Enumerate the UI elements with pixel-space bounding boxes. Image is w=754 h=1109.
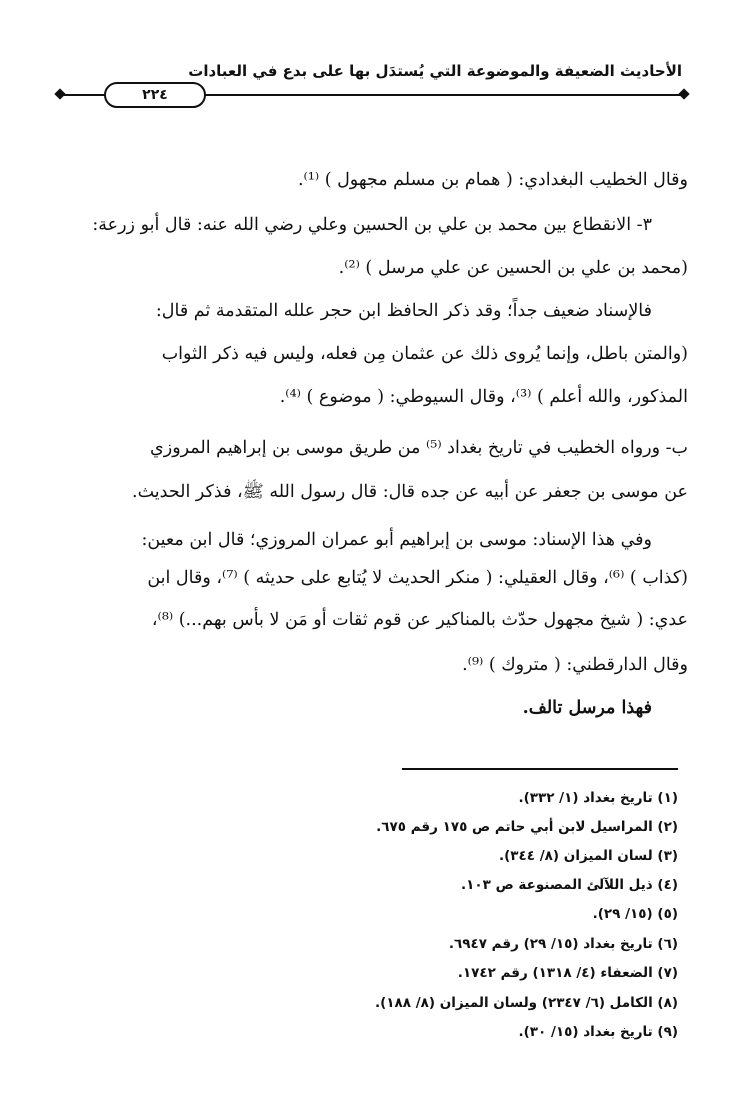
body-line-7: ب- ورواه الخطيب في تاريخ بغداد ⁽⁵⁾ من طريق موسى بن إبراهيم المروزي: [150, 438, 688, 458]
body-line-2: ٣- الانقطاع بين محمد بن علي بن الحسين وعلي رضي الله عنه: قال أبو زرعة:: [92, 215, 652, 235]
body-line-4: فالإسناد ضعيف جداً؛ وقد ذكر الحافظ ابن حجر علله المتقدمة ثم قال:: [155, 301, 652, 321]
body-line-9: وفي هذا الإسناد: موسى بن إبراهيم أبو عمران المروزي؛ قال ابن معين:: [141, 530, 652, 550]
body-line-11: عدي: ( شيخ مجهول حدّث بالمناكير عن قوم ثقات أو مَن لا بأس بهم...) ⁽⁸⁾،: [151, 610, 688, 630]
body-line-1: وقال الخطيب البغدادي: ( همام بن مسلم مجهول ) ⁽¹⁾.: [297, 170, 688, 190]
body-line-10: (كذاب ) ⁽⁶⁾، وقال العقيلي: ( منكر الحديث لا يُتابع على حديثه ) ⁽⁷⁾، وقال ابن: [147, 568, 688, 588]
body-line-5: (والمتن باطل، وإنما يُروى ذلك عن عثمان مِن فعله، وليس فيه ذكر الثواب: [161, 344, 688, 364]
footnote-9: (٩) تاريخ بغداد (١٥/ ٣٠).: [518, 1024, 678, 1040]
footnote-7: (٧) الضعفاء (٤/ ١٣١٨) رقم ١٧٤٢.: [457, 965, 678, 981]
body-line-12: وقال الدارقطني: ( متروك ) ⁽⁹⁾.: [462, 655, 688, 675]
footnote-3: (٣) لسان الميزان (٨/ ٣٤٤).: [498, 848, 678, 864]
body-line-13: فهذا مرسل تالف.: [522, 698, 652, 718]
running-title: الأحاديث الضعيفة والموضوعة التي يُستدَل بها على بدع في العبادات: [188, 62, 682, 80]
footnote-5: (٥) (١٥/ ٢٩).: [592, 906, 678, 922]
footnote-8: (٨) الكامل (٦/ ٢٣٤٧) ولسان الميزان (٨/ ١٨٨).: [374, 995, 678, 1011]
body-line-8: عن موسى بن جعفر عن أبيه عن جده قال: قال رسول الله ﷺ، فذكر الحديث.: [132, 482, 688, 502]
footnote-4: (٤) ذيل اللآلئ المصنوعة ص ١٠٣.: [461, 877, 678, 893]
page-number: ٢٢٤: [104, 82, 206, 108]
footnote-1: (١) تاريخ بغداد (١/ ٣٣٢).: [518, 790, 678, 806]
footnote-6: (٦) تاريخ بغداد (١٥/ ٢٩) رقم ٦٩٤٧.: [448, 936, 678, 952]
body-line-6: المذكور، والله أعلم ) ⁽³⁾، وقال السيوطي: ( موضوع ) ⁽⁴⁾.: [279, 387, 688, 407]
footnote-2: (٢) المراسيل لابن أبي حاتم ص ١٧٥ رقم ٦٧٥.: [376, 819, 678, 835]
header-rule-left-diamond: [54, 88, 65, 99]
footnote-separator: [402, 768, 678, 770]
body-line-3: (محمد بن علي بن الحسين عن علي مرسل ) ⁽²⁾.: [338, 258, 688, 278]
header-rule-right-diamond: [678, 88, 689, 99]
